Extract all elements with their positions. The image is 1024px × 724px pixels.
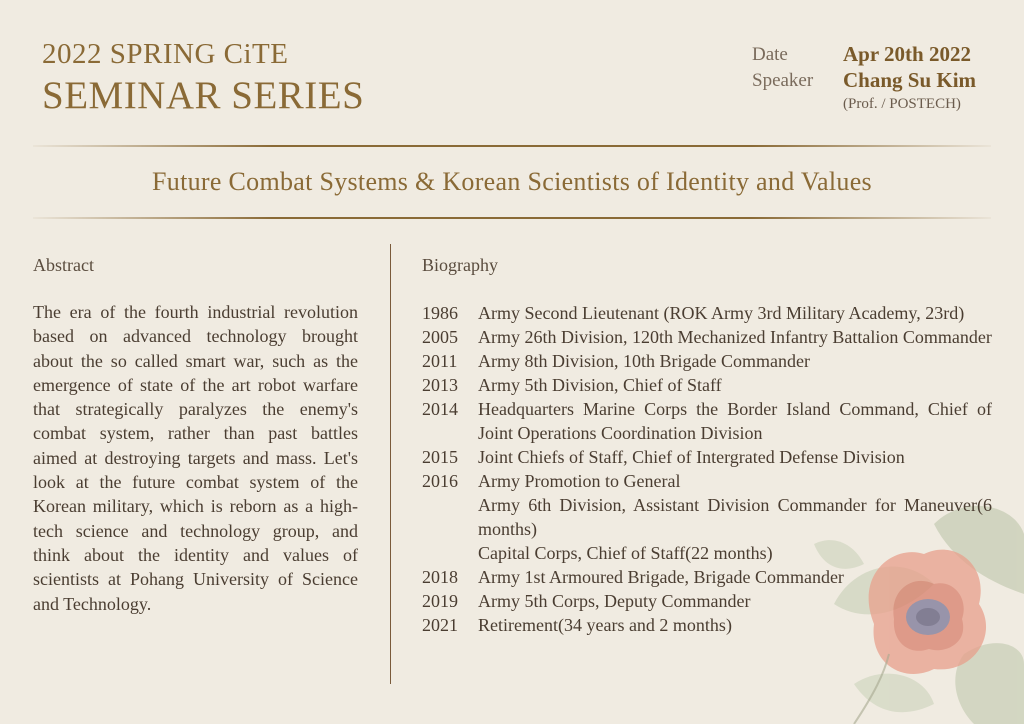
speaker-name: Chang Su Kim	[843, 68, 977, 92]
biography-year: 2021	[422, 615, 458, 635]
top-divider	[33, 145, 991, 147]
biography-text: Army 5th Division, Chief of Staff	[478, 375, 722, 395]
abstract-body: The era of the fourth industrial revolution based on advanced technology brought about the so called smart war, such as the emergence of state of the art robot warfare that strategically paralyzes the enemy's combat system, rather than past battles aimed at destroying targets and mass. Let's look at the future combat system of the Korean military, which is reborn as a high-tech science and technology group, and think about the identity and values of scientists at Pohang University of Science and Technology.	[33, 302, 358, 614]
biography-year: 2018	[422, 567, 458, 587]
date-label: Date	[752, 44, 788, 65]
biography-text: Army 26th Division, 120th Mechanized Infantry Battalion Commander	[478, 327, 992, 347]
speaker-label: Speaker	[752, 70, 814, 91]
biography-entry	[422, 325, 992, 349]
biography-text: Capital Corps, Chief of Staff(22 months)	[478, 543, 773, 563]
biography-list	[422, 301, 992, 637]
biography-entry	[422, 613, 992, 637]
abstract-heading: Abstract	[33, 255, 94, 275]
biography-entry	[422, 301, 992, 325]
biography-entry	[422, 373, 992, 397]
biography-entry	[422, 565, 992, 589]
biography-entry	[422, 445, 992, 469]
biography-text: Army 8th Division, 10th Brigade Commander	[478, 351, 810, 371]
series-title-line1: 2022 SPRING CiTE	[42, 38, 289, 70]
biography-year: 2005	[422, 327, 458, 347]
biography-year: 2019	[422, 591, 458, 611]
biography-year: 2013	[422, 375, 458, 395]
biography-entry	[422, 469, 992, 493]
biography-entry	[422, 541, 992, 565]
biography-text: Army 1st Armoured Brigade, Brigade Commander	[478, 567, 844, 587]
column-divider	[390, 244, 391, 684]
biography-text: Headquarters Marine Corps the Border Island Command, Chief of Joint Operations Coordination Division	[478, 399, 992, 443]
biography-year: 2014	[422, 399, 458, 419]
biography-entry	[422, 349, 992, 373]
biography-heading: Biography	[422, 255, 498, 275]
title-divider	[33, 217, 991, 219]
biography-entry	[422, 589, 992, 613]
biography-entry	[422, 493, 992, 541]
biography-year	[422, 493, 478, 541]
talk-title: Future Combat Systems & Korean Scientists of Identity and Values	[152, 167, 872, 196]
biography-year: 2015	[422, 447, 458, 467]
biography-year: 2016	[422, 471, 458, 491]
date-value: Apr 20th 2022	[843, 42, 971, 66]
biography-text: Army 5th Corps, Deputy Commander	[478, 591, 751, 611]
biography-text: Retirement(34 years and 2 months)	[478, 615, 732, 635]
series-title-line2: SEMINAR SERIES	[42, 74, 365, 117]
biography-text: Army Second Lieutenant (ROK Army 3rd Military Academy, 23rd)	[478, 303, 965, 323]
biography-text: Joint Chiefs of Staff, Chief of Intergrated Defense Division	[478, 447, 905, 467]
biography-text: Army Promotion to General	[478, 471, 681, 491]
biography-entry	[422, 397, 992, 445]
speaker-affiliation: (Prof. / POSTECH)	[843, 96, 961, 112]
biography-year	[422, 541, 478, 565]
biography-year: 1986	[422, 303, 458, 323]
biography-year: 2011	[422, 351, 458, 371]
biography-text: Army 6th Division, Assistant Division Commander for Maneuver(6 months)	[478, 495, 992, 539]
